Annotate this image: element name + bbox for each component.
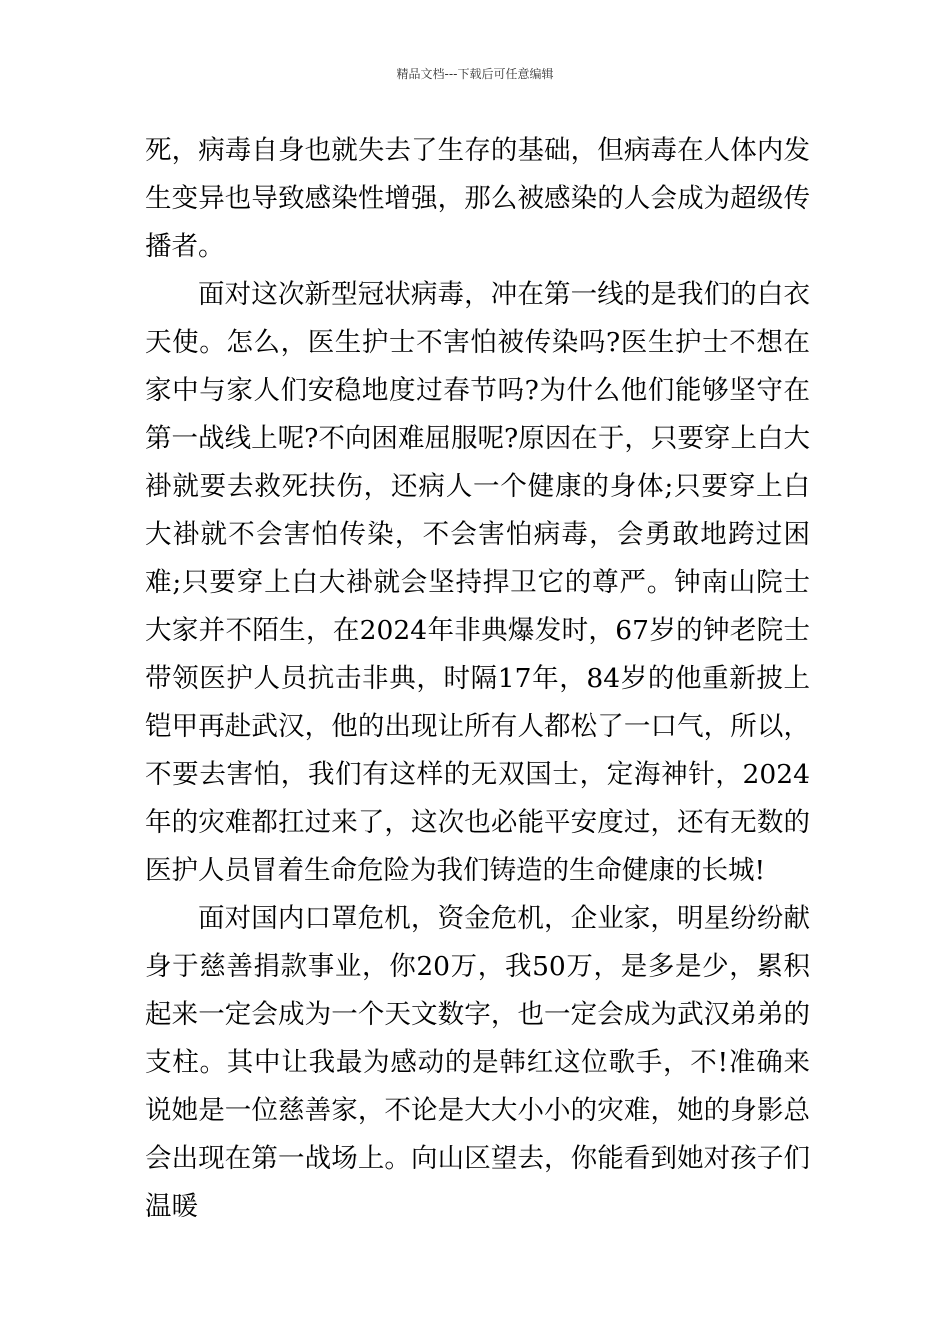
paragraph-continuation: 死，病毒自身也就失去了生存的基础，但病毒在人体内发生变异也导致感染性增强，那么被感染的人会成为超级传播者。 (145, 135, 810, 262)
page-header: 精品文档---下载后可任意编辑 (396, 67, 554, 81)
document-body (145, 127, 810, 1231)
paragraph-donations: 面对国内口罩危机，资金危机，企业家，明星纷纷献身于慈善捐款事业，你20万，我50万，是多是少，累积起来一定会成为一个天文数字，也一定会成为武汉弟弟的支柱。其中让我最为感动的是韩红这位歌手，不!准确来说她是一位慈善家，不论是大大小小的灾难，她的身影总会出现在第一战场上。向山区望去，你能看到她对孩子们温暖 (145, 903, 810, 1222)
paragraph-medical-workers: 面对这次新型冠状病毒，冲在第一线的是我们的白衣天使。怎么，医生护士不害怕被传染吗?医生护士不想在家中与家人们安稳地度过春节吗?为什么他们能够坚守在第一战线上呢?不向困难屈服呢?原因在于，只要穿上白大褂就要去救死扶伤，还病人一个健康的身体;只要穿上白大褂就不会害怕传染，不会害怕病毒，会勇敢地跨过困难;只要穿上白大褂就会坚持捍卫它的尊严。钟南山院士大家并不陌生，在2024年非典爆发时，67岁的钟老院士带领医护人员抗击非典，时隔17年，84岁的他重新披上铠甲再赴武汉，他的出现让所有人都松了一口气，所以，不要去害怕，我们有这样的无双国士，定海神针，2024年的灾难都扛过来了，这次也必能平安度过，还有无数的医护人员冒着生命危险为我们铸造的生命健康的长城! (145, 279, 810, 886)
